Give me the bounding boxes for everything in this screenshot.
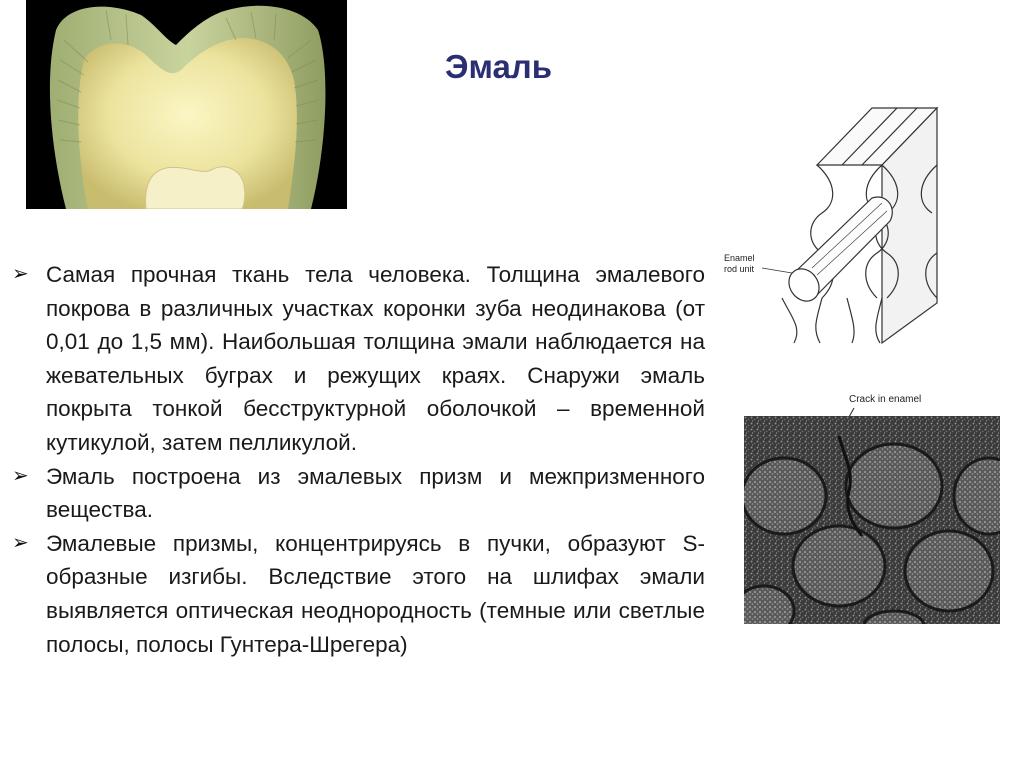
- slide-title: Эмаль: [445, 48, 553, 85]
- diagram-label-line1: Enamel: [724, 253, 755, 263]
- arrow-bullet-icon: ➢: [12, 464, 29, 487]
- arrow-bullet-icon: ➢: [12, 263, 29, 285]
- enamel-rod-diagram: [722, 103, 944, 348]
- bullet-text: Самая прочная ткань тела человека. Толщина эмалевого покрова в различных участках коронки зуба неодинакова (от 0,01 до 1,5 мм). Наибольшая толщина эмали наблюдается на жевательных буграх и режущих краях. Снаружи эмаль покрыта тонкой бесструктурной оболочкой – временной кутикулой, затем пелликулой.: [46, 262, 705, 455]
- tooth-section-photo: [26, 0, 347, 209]
- diagram-label-line2: rod unit: [724, 264, 755, 274]
- bullet-item: [12, 460, 705, 527]
- micrograph-image: [744, 416, 1000, 624]
- bullet-item: [12, 527, 705, 661]
- bullet-text: Эмалевые призмы, концентрируясь в пучки, образуют S-образные изгибы. Вследствие этого на шлифах эмали выявляется оптическая неоднородность (темные или светлые полосы, полосы Гунтера-Шрегера): [46, 530, 705, 657]
- enamel-micrograph-figure: [744, 388, 1002, 624]
- bullet-list: [12, 258, 705, 661]
- arrow-bullet-icon: ➢: [12, 531, 29, 554]
- micrograph-label: Crack in enamel: [849, 394, 922, 405]
- bullet-text: Эмаль построена из эмалевых призм и межпризменного вещества.: [46, 463, 705, 523]
- bullet-item: [12, 258, 705, 460]
